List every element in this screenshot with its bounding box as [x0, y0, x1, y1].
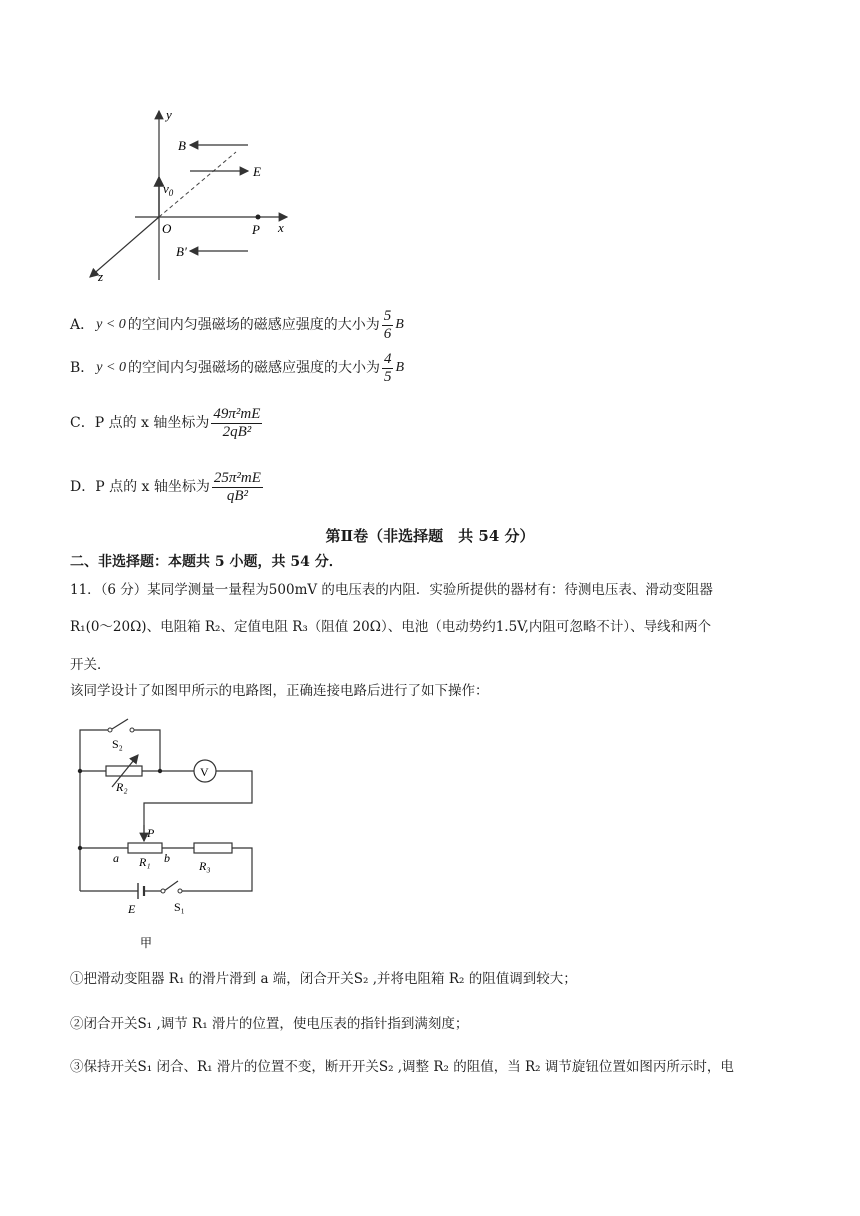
switch-contact — [130, 728, 134, 732]
r3-resistor — [194, 843, 232, 853]
v0-label: $v_0$ — [163, 181, 174, 198]
q11-line1: 11．（6 分）某同学测量一量程为500mV 的电压表的内阻．实验所提供的器材有：待测电压表、滑动变阻器 — [70, 582, 713, 598]
field-diagram — [80, 105, 300, 285]
s1-label: S₁ — [174, 900, 185, 914]
option-a-fraction: $\frac{5}{6}$ — [383, 307, 392, 342]
junction-dot — [78, 769, 82, 773]
option-d-text: P 点的 x 轴坐标为 — [95, 479, 210, 495]
circuit-caption: 甲 — [140, 936, 153, 950]
p-label: P — [147, 826, 155, 840]
a-label: a — [113, 851, 119, 865]
option-b-prefix: B． — [70, 360, 95, 376]
switch-contact — [108, 728, 112, 732]
p-label: P — [252, 222, 260, 237]
circuit-diagram — [70, 715, 270, 955]
option-a-tail: B — [395, 317, 404, 332]
step-1: ①把滑动变阻器 R₁ 的滑片滑到 a 端，闭合开关S₂ ,并将电阻箱 R₂ 的阻值调到较大； — [70, 971, 577, 987]
z-axis — [90, 217, 159, 277]
y-label: y — [166, 107, 172, 122]
option-c-text: P 点的 x 轴坐标为 — [94, 415, 210, 431]
b-label: B — [178, 138, 186, 153]
option-a-cond: y < 0 — [96, 317, 126, 332]
origin-label: O — [162, 221, 172, 236]
section-subtitle: 二、非选择题：本题共 5 小题，共 54 分． — [70, 554, 343, 570]
r1-resistor — [128, 843, 162, 853]
junction-dot — [78, 846, 82, 850]
step-2: ②闭合开关S₁ ,调节 R₁ 滑片的位置，使电压表的指针指到满刻度； — [70, 1016, 469, 1032]
section-title: 第Ⅱ卷（非选择题 共 54 分） — [325, 527, 535, 545]
junction-dot — [158, 769, 162, 773]
option-d-fraction: $\frac{\text{25π²mE}}{\text{qB²}}$ — [213, 469, 261, 504]
option-b-text: 的空间内匀强磁场的磁感应强度的大小为 — [127, 360, 380, 376]
option-b-tail: B — [395, 360, 405, 375]
r1-label: R₁ — [139, 855, 151, 869]
step-3: ③保持开关S₁ 闭合、R₁ 滑片的位置不变，断开开关S₂ ,调整 R₂ 的阻值，当 R₂ 调节旋钮位置如图丙所示时，电 — [70, 1059, 734, 1075]
q11-line3: 开关． — [70, 657, 111, 673]
option-c — [70, 402, 264, 444]
option-a — [70, 305, 404, 345]
r3-label: R₃ — [199, 859, 211, 873]
e-label: E — [128, 902, 136, 916]
option-b — [70, 348, 404, 388]
point-p-dot — [256, 215, 261, 220]
option-b-fraction: $\frac{4}{5}$ — [383, 350, 392, 385]
voltmeter-label: V — [200, 765, 209, 779]
dashed-line — [159, 152, 236, 217]
r2-resistor — [106, 766, 142, 776]
option-a-text: 的空间内匀强磁场的磁感应强度的大小为 — [127, 317, 380, 333]
b-label: b — [164, 851, 170, 865]
x-label: x — [278, 220, 284, 235]
option-c-prefix: C． — [70, 415, 95, 431]
option-a-prefix: A． — [70, 317, 95, 333]
s1-switch-blade — [164, 881, 178, 891]
s2-switch-blade — [112, 719, 128, 729]
r2-label: R₂ — [116, 780, 128, 794]
switch-contact — [161, 889, 165, 893]
switch-contact — [178, 889, 182, 893]
option-d — [70, 466, 265, 508]
option-d-prefix: D． — [70, 479, 96, 495]
b-prime-label: B′ — [176, 244, 187, 259]
option-b-cond: y < 0 — [96, 360, 126, 375]
s2-label: S₂ — [112, 737, 123, 751]
option-c-fraction: $\frac{\text{49π²mE}}{\text{2qB²}}$ — [213, 405, 261, 440]
q11-line4: 该同学设计了如图甲所示的电路图，正确连接电路后进行了如下操作： — [70, 683, 489, 699]
e-label: E — [253, 164, 261, 179]
z-label: z — [98, 269, 104, 284]
q11-line2: R₁(0～20Ω)、电阻箱 R₂、定值电阻 R₃（阻值 20Ω）、电池（电动势约1.5V,内阻可忽略不计）、导线和两个 — [70, 619, 712, 635]
